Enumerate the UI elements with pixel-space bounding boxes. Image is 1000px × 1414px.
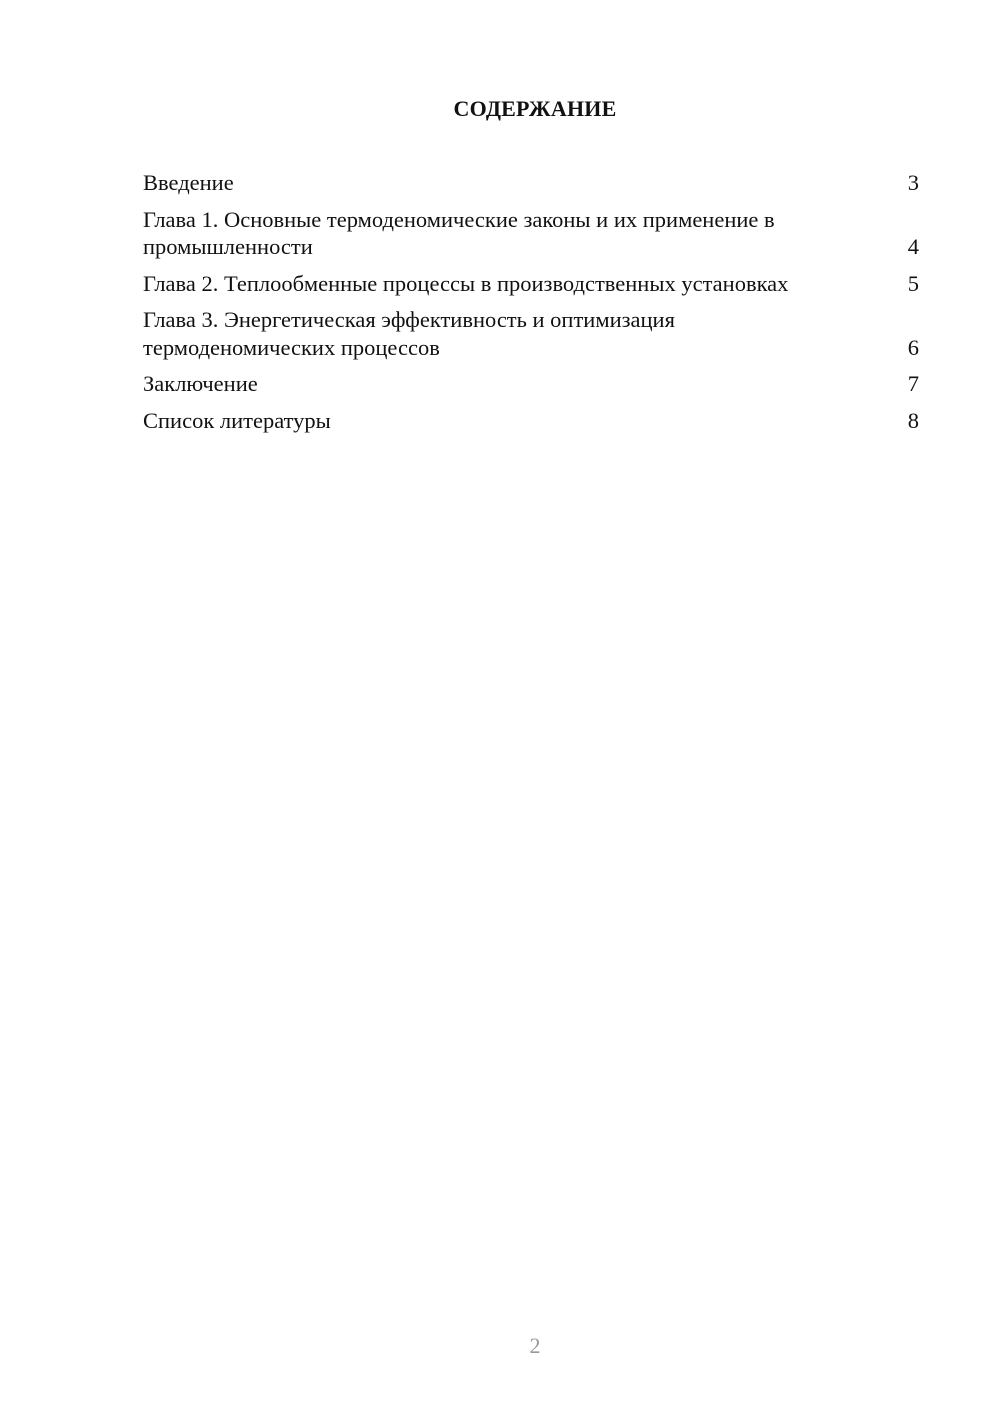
- toc-title: СОДЕРЖАНИЕ: [453, 96, 617, 121]
- toc-entry-conclusion: [143, 370, 919, 398]
- table-of-contents: [143, 169, 919, 443]
- toc-entry-page: 8: [907, 407, 919, 433]
- page-number: 2: [529, 1333, 541, 1358]
- toc-entry-page: 4: [907, 234, 919, 259]
- toc-entry-chapter-2: [143, 270, 919, 298]
- toc-entry-page: 5: [907, 270, 919, 296]
- toc-entry-text: Заключение: [143, 371, 258, 396]
- toc-entry-chapter-3: [143, 306, 919, 361]
- toc-entry-text: Введение: [143, 170, 234, 195]
- toc-entry-text: Глава 2. Теплообменные процессы в производственных установках: [143, 270, 789, 296]
- toc-entry-page: 3: [907, 170, 919, 195]
- toc-entry-text: Список литературы: [143, 407, 331, 433]
- toc-entry-chapter-1: [143, 206, 919, 261]
- toc-entry-text: Глава 1. Основные термоденомические законы и их применение в промышленности: [143, 206, 775, 259]
- toc-entry-page: 7: [907, 371, 919, 396]
- toc-entry-text: Глава 3. Энергетическая эффективность и оптимизация термоденомических процессов: [143, 307, 675, 360]
- toc-entry-introduction: [143, 169, 919, 197]
- toc-entry-page: 6: [907, 334, 919, 360]
- toc-entry-references: [143, 407, 919, 435]
